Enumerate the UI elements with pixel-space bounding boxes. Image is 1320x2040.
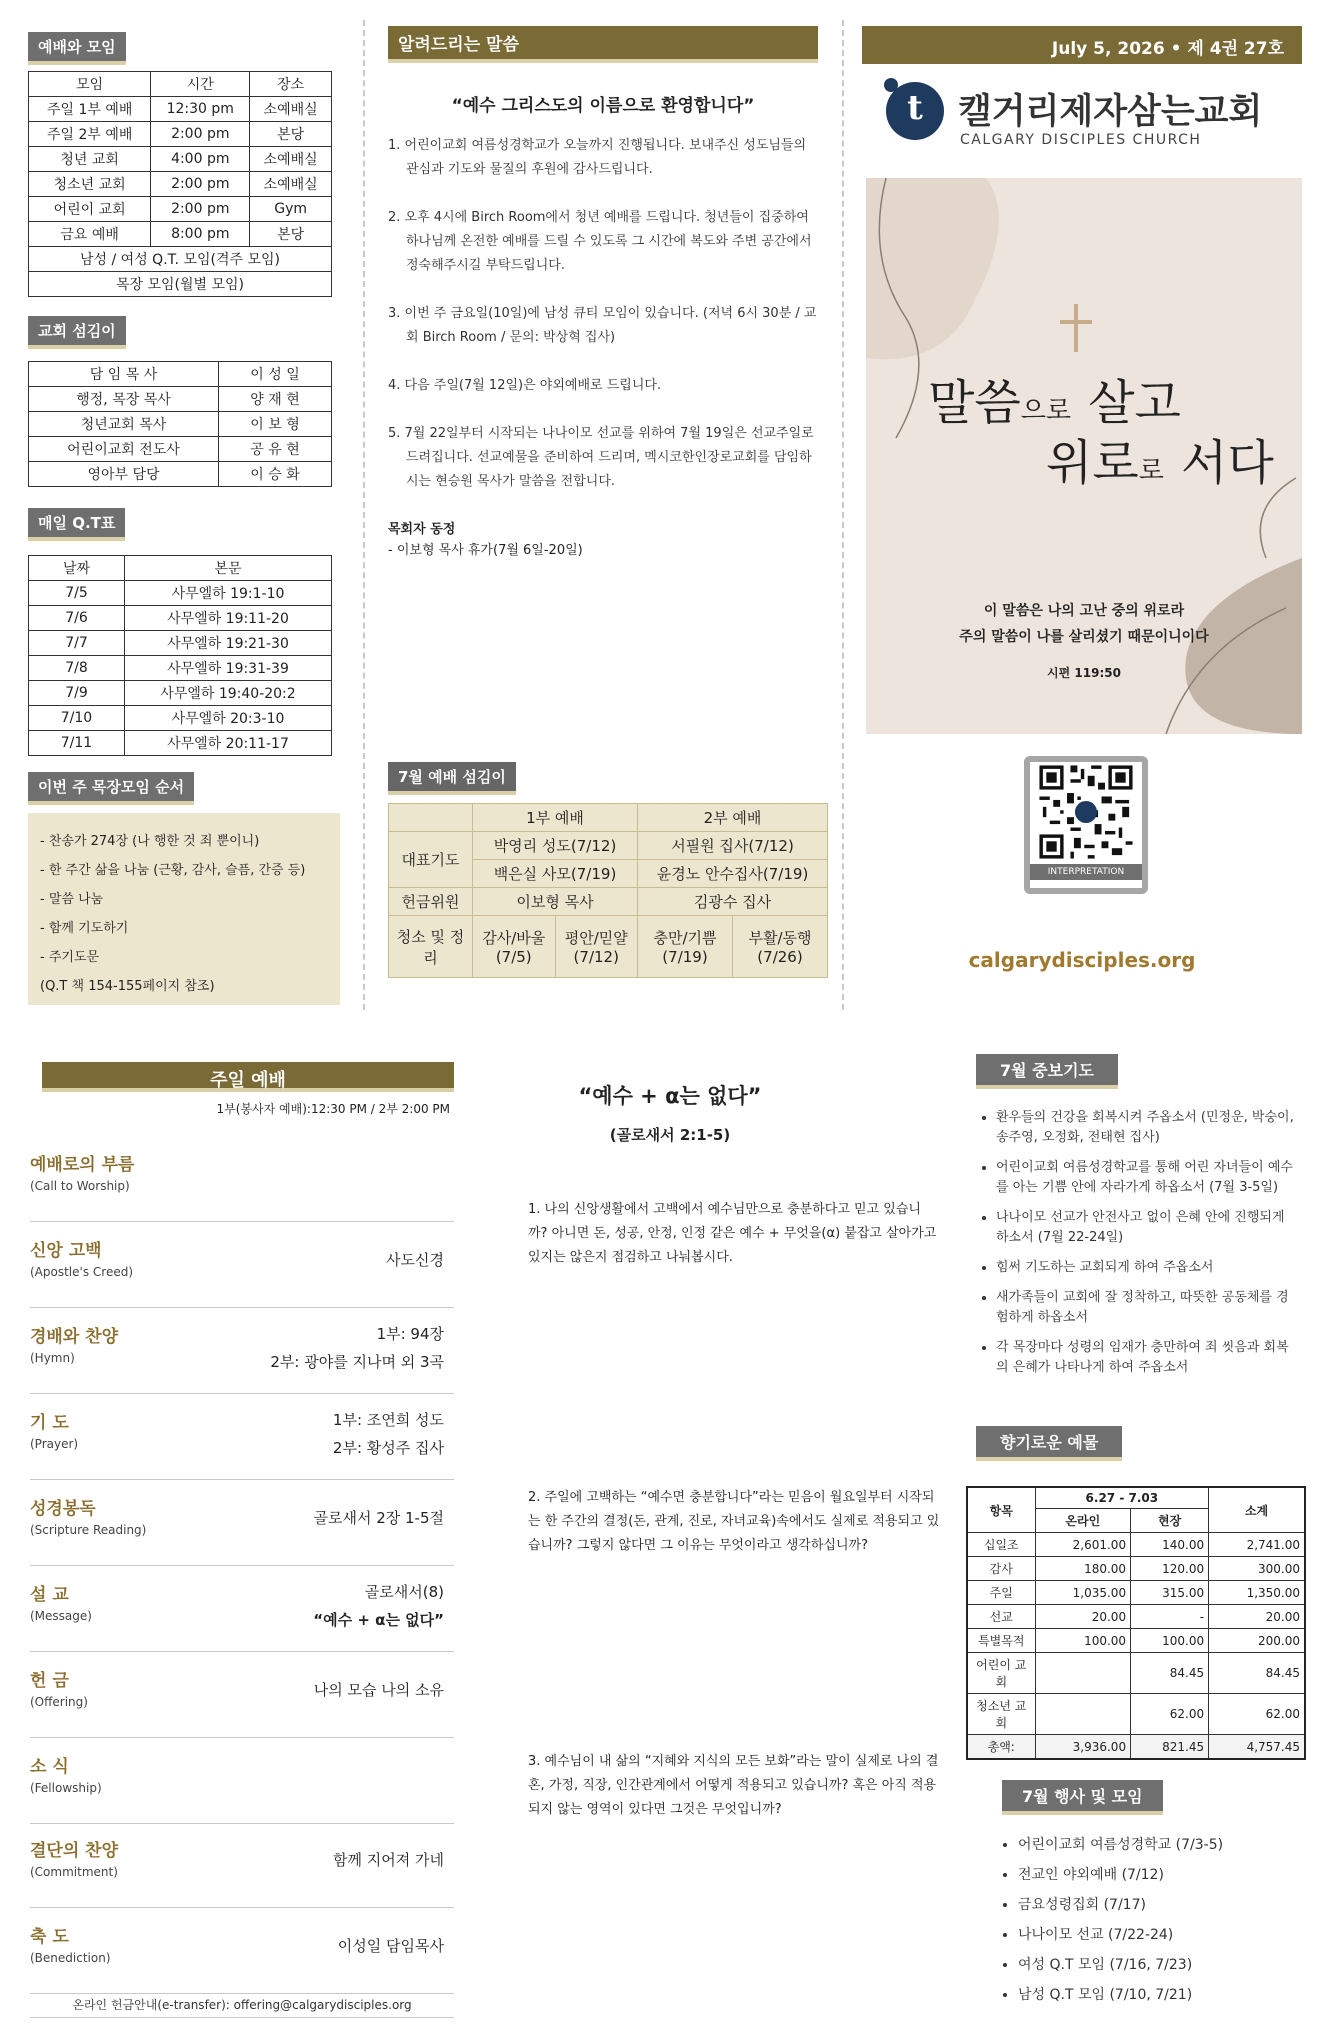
table-cell — [1035, 1694, 1131, 1735]
qt-date: 7/10 — [29, 706, 125, 731]
offerings-table — [966, 1486, 1306, 1760]
table-cell: 청소년 교회 — [967, 1694, 1035, 1735]
service-item — [30, 1136, 454, 1222]
cell-order-box — [28, 813, 340, 1005]
service-item-subtitle: (Prayer) — [30, 1437, 79, 1451]
table-cell: 12:30 pm — [151, 97, 250, 122]
ministers-section — [28, 316, 332, 487]
table-row — [29, 462, 332, 487]
service-item-detail — [338, 1932, 444, 1960]
qr-label: INTERPRETATION — [1030, 864, 1142, 880]
qt-table — [28, 555, 332, 756]
table-cell: 어린이 교회 — [967, 1653, 1035, 1694]
table-row — [967, 1605, 1305, 1629]
table-row — [29, 197, 332, 222]
section-title: 매일 Q.T표 — [28, 508, 125, 541]
service-item — [30, 1738, 454, 1824]
table-row — [29, 97, 332, 122]
qt-section — [28, 508, 332, 756]
cover-headline-2: 위로로 서다 — [1046, 435, 1274, 491]
table-cell: 십일조 — [967, 1533, 1035, 1557]
service-item — [30, 1566, 454, 1652]
table-cell: 84.45 — [1131, 1653, 1209, 1694]
minister-name: 이 보 형 — [219, 412, 332, 437]
table-row — [29, 387, 332, 412]
section-title: 이번 주 목장모임 순서 — [28, 772, 194, 805]
service-item-title: 헌 금 — [30, 1671, 69, 1691]
table-row — [29, 412, 332, 437]
table-cell: 소예배실 — [250, 147, 332, 172]
cover-headline-1: 말씀으로 살고 — [928, 375, 1181, 431]
qt-passage: 사무엘하 20:11-17 — [125, 731, 332, 756]
table-cell: 소예배실 — [250, 172, 332, 197]
church-name-ko: 캘거리제자삼는교회 — [958, 92, 1263, 132]
welcome-text: “예수 그리스도의 이름으로 환영합니다” — [451, 96, 755, 116]
table-cell: 1,350.00 — [1209, 1581, 1305, 1605]
service-item-subtitle: (Commitment) — [30, 1865, 118, 1879]
prayer-section — [976, 1054, 1118, 1089]
service-detail-line: 이성일 담임목사 — [337, 1937, 444, 1955]
service-item-title: 성경봉독 — [30, 1499, 96, 1519]
col-header: 날짜 — [29, 556, 125, 581]
service-detail-line: “예수 + α는 없다” — [313, 1611, 444, 1629]
table-cell: 청소년 교회 — [29, 172, 151, 197]
table-cell: 20.00 — [1035, 1605, 1131, 1629]
qt-passage: 사무엘하 19:1-10 — [125, 581, 332, 606]
cell: 부활/동행 (7/26) — [732, 916, 827, 978]
worship-gatherings-section — [28, 32, 332, 297]
announcement-item: 2. 오후 4시에 Birch Room에서 청년 예배를 드립니다. 청년들이 집중하여 하나님께 온전한 예배를 드릴 수 있도록 그 시간에 복도와 주변 공간에서 정숙해주시길 부탁드립니다. — [388, 210, 812, 273]
event-item: • 전교인 야외예배 (7/12) — [1018, 1860, 1300, 1890]
event-item: • 금요성령집회 (7/17) — [1018, 1890, 1300, 1920]
announcement-item: 3. 이번 주 금요일(10일)에 남성 큐티 모임이 있습니다. (저녁 6시 30분 / 교회 Birch Room / 문의: 박상혁 집사) — [388, 306, 817, 345]
section-title: 향기로운 예물 — [976, 1426, 1122, 1461]
service-item-title: 신앙 고백 — [30, 1241, 102, 1261]
announcement-item: 5. 7월 22일부터 시작되는 나나이모 선교를 위하여 7월 19일은 선교주일로 드려집니다. 선교예물을 준비하여 드리며, 멕시코한인장로교회를 담임하시는 현승원 목사가 말씀을 전합니다. — [388, 426, 814, 489]
table-cell: 1,035.00 — [1035, 1581, 1131, 1605]
col-header: 온라인 — [1035, 1509, 1131, 1533]
date-banner: July 5, 2026 • 제 4권 27호 — [862, 26, 1302, 64]
service-item-subtitle: (Hymn) — [30, 1351, 75, 1365]
qt-date: 7/7 — [29, 631, 125, 656]
announcement-item: 4. 다음 주일(7월 12일)은 야외예배로 드립니다. — [388, 378, 662, 393]
service-item — [30, 1394, 454, 1480]
sermon-title: “예수 + α는 없다” — [578, 1084, 762, 1108]
offerings-section — [976, 1426, 1122, 1461]
col-header: 6.27 - 7.03 — [1035, 1487, 1209, 1509]
section-title: 7월 중보기도 — [976, 1054, 1118, 1089]
table-row — [29, 706, 332, 731]
event-item: • 나나이모 선교 (7/22-24) — [1018, 1920, 1300, 1950]
table-cell: 20.00 — [1209, 1605, 1305, 1629]
table-cell: 2:00 pm — [151, 122, 250, 147]
event-item: • 남성 Q.T 모임 (7/10, 7/21) — [1018, 1980, 1300, 2010]
service-item-title: 소 식 — [30, 1757, 69, 1777]
column-divider — [363, 20, 365, 1010]
table-cell: 본당 — [250, 122, 332, 147]
section-title: 교회 섬김이 — [28, 316, 126, 349]
minister-role: 청년교회 목사 — [29, 412, 219, 437]
table-row — [29, 437, 332, 462]
table-cell: 8:00 pm — [151, 222, 250, 247]
website-link[interactable]: calgarydisciples.org — [968, 948, 1196, 972]
table-row — [29, 362, 332, 387]
section-title: 알려드리는 말씀 — [388, 26, 818, 63]
row-label: 청소 및 정리 — [389, 916, 473, 978]
prayer-item: • 어린이교회 여름성경학교를 통해 어린 자녀들이 예수를 아는 기쁨 안에 자라가게 하옵소서 (7월 3-5일) — [996, 1158, 1298, 1198]
qt-date: 7/9 — [29, 681, 125, 706]
minister-name: 이 성 일 — [219, 362, 332, 387]
sermon-ref: (골로새서 2:1-5) — [609, 1126, 731, 1144]
cell-order-section — [28, 772, 340, 1005]
service-item-title: 축 도 — [30, 1927, 69, 1947]
prayer-item: • 각 목장마다 성령의 임재가 충만하여 죄 씻음과 회복의 은혜가 나타나게 하여 주옵소서 — [996, 1338, 1298, 1378]
pastor-news-title: 목회자 동정 — [388, 522, 456, 537]
table-row — [29, 581, 332, 606]
service-detail-line: 2부: 황성주 집사 — [332, 1439, 444, 1457]
minister-role: 어린이교회 전도사 — [29, 437, 219, 462]
row-label: 대표기도 — [389, 832, 473, 888]
table-cell: 남성 / 여성 Q.T. 모임(격주 모임) — [29, 247, 332, 272]
sermon-question: 3. 예수님이 내 삶의 “지혜와 지식의 모든 보화”라는 말이 실제로 나의 결혼, 가정, 직장, 인간관계에서 어떻게 적용되고 있습니까? 혹은 아직 적용되지 않는 영역이 있다면 그것은 무엇입니까? — [528, 1754, 939, 1817]
cell: 평안/믿얄 (7/12) — [555, 916, 638, 978]
table-row — [29, 147, 332, 172]
minister-role: 영아부 담당 — [29, 462, 219, 487]
service-item-detail — [333, 1406, 444, 1462]
table-cell: 총액: — [967, 1735, 1035, 1760]
cell-order-item: - 찬송가 274장 (나 행한 것 죄 뿐이니) — [40, 834, 260, 849]
service-item-detail — [313, 1578, 444, 1634]
table-row — [967, 1629, 1305, 1653]
table-row — [29, 681, 332, 706]
cell: 충만/기쁨 (7/19) — [638, 916, 733, 978]
service-detail-line: 함께 지어져 가네 — [333, 1851, 444, 1869]
ministers-table — [28, 361, 332, 487]
announcement-item: 1. 어린이교회 여름성경학교가 오늘까지 진행됩니다. 보내주신 성도님들의 관심과 기도와 물질의 후원에 감사드립니다. — [388, 138, 807, 177]
prayer-list — [978, 1108, 1298, 1388]
cross-icon — [1074, 304, 1078, 352]
qt-date: 7/8 — [29, 656, 125, 681]
table-row — [29, 172, 332, 197]
qt-passage: 사무엘하 19:11-20 — [125, 606, 332, 631]
service-item-detail — [313, 1504, 444, 1532]
cell-order-item: - 주기도문 — [40, 950, 100, 965]
service-item-detail — [314, 1676, 444, 1704]
cell-order-item: - 한 주간 삶을 나눔 (근황, 감사, 슬픔, 간증 등) — [40, 863, 306, 878]
row-label: 헌금위원 — [389, 888, 473, 916]
service-item — [30, 1822, 454, 1908]
column-divider — [842, 20, 844, 1010]
qr-code[interactable] — [1024, 756, 1148, 894]
table-cell: 2:00 pm — [151, 197, 250, 222]
table-cell: 2,601.00 — [1035, 1533, 1131, 1557]
church-name-en: CALGARY DISCIPLES CHURCH — [960, 132, 1202, 148]
table-cell — [1035, 1653, 1131, 1694]
table-cell: 청년 교회 — [29, 147, 151, 172]
service-item — [30, 1652, 454, 1738]
service-item-detail — [386, 1246, 444, 1274]
qt-date: 7/11 — [29, 731, 125, 756]
table-row — [967, 1653, 1305, 1694]
table-row — [29, 222, 332, 247]
events-section — [1002, 1780, 1163, 1815]
table-cell: Gym — [250, 197, 332, 222]
col-header: 장소 — [250, 72, 332, 97]
service-detail-line: 1부: 94장 — [376, 1325, 444, 1343]
prayer-item: • 힘써 기도하는 교회되게 하여 주옵소서 — [996, 1258, 1298, 1278]
table-row — [29, 656, 332, 681]
table-row — [967, 1581, 1305, 1605]
service-item — [30, 1308, 454, 1394]
table-cell: 주일 — [967, 1581, 1035, 1605]
event-item: • 어린이교회 여름성경학교 (7/3-5) — [1018, 1830, 1300, 1860]
cell: 이보형 목사 — [473, 888, 638, 916]
cell: 김광수 집사 — [638, 888, 828, 916]
table-cell: 200.00 — [1209, 1629, 1305, 1653]
table-cell: 목장 모임(월별 모임) — [29, 272, 332, 297]
table-cell: 315.00 — [1131, 1581, 1209, 1605]
service-item-detail — [333, 1846, 444, 1874]
gatherings-table — [28, 71, 332, 297]
cover-verse: 이 말씀은 나의 고난 중의 위로라 주의 말씀이 나를 살리셨기 때문이니이다 시편 119:50 — [959, 603, 1209, 680]
table-cell: 821.45 — [1131, 1735, 1209, 1760]
service-title: 주일 예배 — [42, 1062, 454, 1092]
table-cell: 100.00 — [1035, 1629, 1131, 1653]
service-times: 1부(봉사자 예배):12:30 PM / 2부 2:00 PM — [216, 1102, 450, 1116]
table-cell: 특별목적 — [967, 1629, 1035, 1653]
minister-role: 행정, 목장 목사 — [29, 387, 219, 412]
service-item-detail — [270, 1320, 444, 1376]
service-item — [30, 1222, 454, 1308]
event-item: • 여성 Q.T 모임 (7/16, 7/23) — [1018, 1950, 1300, 1980]
online-offering-note: 온라인 헌금안내(e-transfer): offering@calgarydisciples.org — [30, 1996, 454, 2018]
table-cell: 3,936.00 — [1035, 1735, 1131, 1760]
qt-date: 7/6 — [29, 606, 125, 631]
col-header: 항목 — [967, 1487, 1035, 1533]
table-cell: 62.00 — [1209, 1694, 1305, 1735]
service-item — [30, 1908, 454, 1994]
service-item-title: 경배와 찬양 — [30, 1327, 119, 1347]
cover-art — [866, 178, 1302, 734]
prayer-item: • 나나이모 선교가 안전사고 없이 은혜 안에 진행되게 하소서 (7월 22-24일) — [996, 1208, 1298, 1248]
section-title: 7월 행사 및 모임 — [1002, 1780, 1163, 1815]
service-detail-line: 나의 모습 나의 소유 — [313, 1681, 444, 1699]
table-row — [967, 1533, 1305, 1557]
table-cell: 62.00 — [1131, 1694, 1209, 1735]
table-cell: 4:00 pm — [151, 147, 250, 172]
service-item-subtitle: (Offering) — [30, 1695, 88, 1709]
qr-code-icon — [1030, 762, 1142, 862]
service-item-title: 예배로의 부름 — [30, 1155, 135, 1175]
col-header: 현장 — [1131, 1509, 1209, 1533]
cell-order-note: (Q.T 책 154-155페이지 참조) — [40, 979, 215, 994]
table-row — [967, 1557, 1305, 1581]
table-row — [29, 731, 332, 756]
minister-name: 양 재 현 — [219, 387, 332, 412]
july-servers-section — [388, 762, 828, 978]
prayer-item: • 환우들의 건강을 회복시켜 주옵소서 (민정운, 박숭이, 송주영, 오정화, 전태현 집사) — [996, 1108, 1298, 1148]
table-row — [29, 606, 332, 631]
cell: 박영리 성도(7/12) — [473, 832, 638, 860]
service-item-title: 기 도 — [30, 1413, 69, 1433]
service-item-subtitle: (Apostle's Creed) — [30, 1265, 134, 1279]
service-detail-line: 골로새서(8) — [364, 1583, 444, 1601]
pastor-news: - 이보형 목사 휴가(7월 6일-20일) — [388, 543, 583, 558]
church-logo: t — [886, 82, 944, 140]
sermon-question: 1. 나의 신앙생활에서 고백에서 예수님만으로 충분하다고 믿고 있습니까? 아니면 돈, 성공, 안정, 인정 같은 예수 + 무엇을(α) 붙잡고 살아가고 있지는 않은지 점검하고 나눠봅시다. — [528, 1202, 937, 1265]
col-header: 2부 예배 — [638, 804, 828, 832]
cell: 윤경노 안수집사(7/19) — [638, 860, 828, 888]
table-cell: 120.00 — [1131, 1557, 1209, 1581]
table-row — [29, 122, 332, 147]
qt-passage: 사무엘하 19:31-39 — [125, 656, 332, 681]
table-cell: 300.00 — [1209, 1557, 1305, 1581]
col-header: 모임 — [29, 72, 151, 97]
table-cell: 소예배실 — [250, 97, 332, 122]
service-item-title: 결단의 찬양 — [30, 1841, 119, 1861]
service-detail-line: 1부: 조연희 성도 — [332, 1411, 444, 1429]
service-item-subtitle: (Benediction) — [30, 1951, 111, 1965]
table-cell: 본당 — [250, 222, 332, 247]
service-item — [30, 1480, 454, 1566]
service-item-subtitle: (Fellowship) — [30, 1781, 102, 1795]
service-item-title: 설 교 — [30, 1585, 69, 1605]
table-row — [29, 272, 332, 297]
table-cell: 주일 2부 예배 — [29, 122, 151, 147]
prayer-item: • 새가족들이 교회에 잘 정착하고, 따뜻한 공동체를 경험하게 하옵소서 — [996, 1288, 1298, 1328]
table-cell: 어린이 교회 — [29, 197, 151, 222]
qt-date: 7/5 — [29, 581, 125, 606]
col-header: 소계 — [1209, 1487, 1305, 1533]
table-cell: 선교 — [967, 1605, 1035, 1629]
service-item-subtitle: (Message) — [30, 1609, 92, 1623]
service-item-subtitle: (Call to Worship) — [30, 1179, 130, 1193]
table-row — [29, 247, 332, 272]
table-cell: 4,757.45 — [1209, 1735, 1305, 1760]
qt-passage: 사무엘하 19:21-30 — [125, 631, 332, 656]
table-cell: 2,741.00 — [1209, 1533, 1305, 1557]
cell: 백은실 사모(7/19) — [473, 860, 638, 888]
cell-order-item: - 함께 기도하기 — [40, 921, 129, 936]
table-cell: 주일 1부 예배 — [29, 97, 151, 122]
table-cell: 84.45 — [1209, 1653, 1305, 1694]
sermon-question: 2. 주일에 고백하는 “예수면 충분합니다”라는 믿음이 월요일부터 시작되는 한 주간의 결정(돈, 관계, 진로, 자녀교육)속에서도 실제로 적용되고 있습니까? 그렇지 않다면 그 이유는 무엇이라고 생각하십니까? — [528, 1490, 940, 1553]
qt-passage: 사무엘하 19:40-20:2 — [125, 681, 332, 706]
minister-name: 이 승 화 — [219, 462, 332, 487]
qt-passage: 사무엘하 20:3-10 — [125, 706, 332, 731]
table-cell: 140.00 — [1131, 1533, 1209, 1557]
table-cell: - — [1131, 1605, 1209, 1629]
table-row — [967, 1694, 1305, 1735]
table-cell: 100.00 — [1131, 1629, 1209, 1653]
table-cell: 금요 예배 — [29, 222, 151, 247]
col-header: 1부 예배 — [473, 804, 638, 832]
service-detail-line: 사도신경 — [386, 1251, 444, 1269]
cell: 서필원 집사(7/12) — [638, 832, 828, 860]
col-header: 시간 — [151, 72, 250, 97]
announcements-section — [388, 26, 818, 558]
minister-role: 담 임 목 사 — [29, 362, 219, 387]
events-list — [1000, 1830, 1300, 2010]
section-title: 예배와 모임 — [28, 32, 126, 65]
service-detail-line: 골로새서 2장 1-5절 — [313, 1509, 444, 1527]
table-row — [967, 1735, 1305, 1760]
servers-table — [388, 803, 828, 978]
cell-order-item: - 말씀 나눔 — [40, 892, 104, 907]
table-cell: 180.00 — [1035, 1557, 1131, 1581]
table-cell: 감사 — [967, 1557, 1035, 1581]
table-cell: 2:00 pm — [151, 172, 250, 197]
announcement-list — [388, 134, 818, 494]
service-item-subtitle: (Scripture Reading) — [30, 1523, 147, 1537]
cell: 감사/바울 (7/5) — [473, 916, 556, 978]
service-detail-line: 2부: 광야를 지나며 외 3곡 — [270, 1353, 444, 1371]
table-row — [29, 631, 332, 656]
section-title: 7월 예배 섬김이 — [388, 762, 516, 795]
col-header: 본문 — [125, 556, 332, 581]
minister-name: 공 유 현 — [219, 437, 332, 462]
